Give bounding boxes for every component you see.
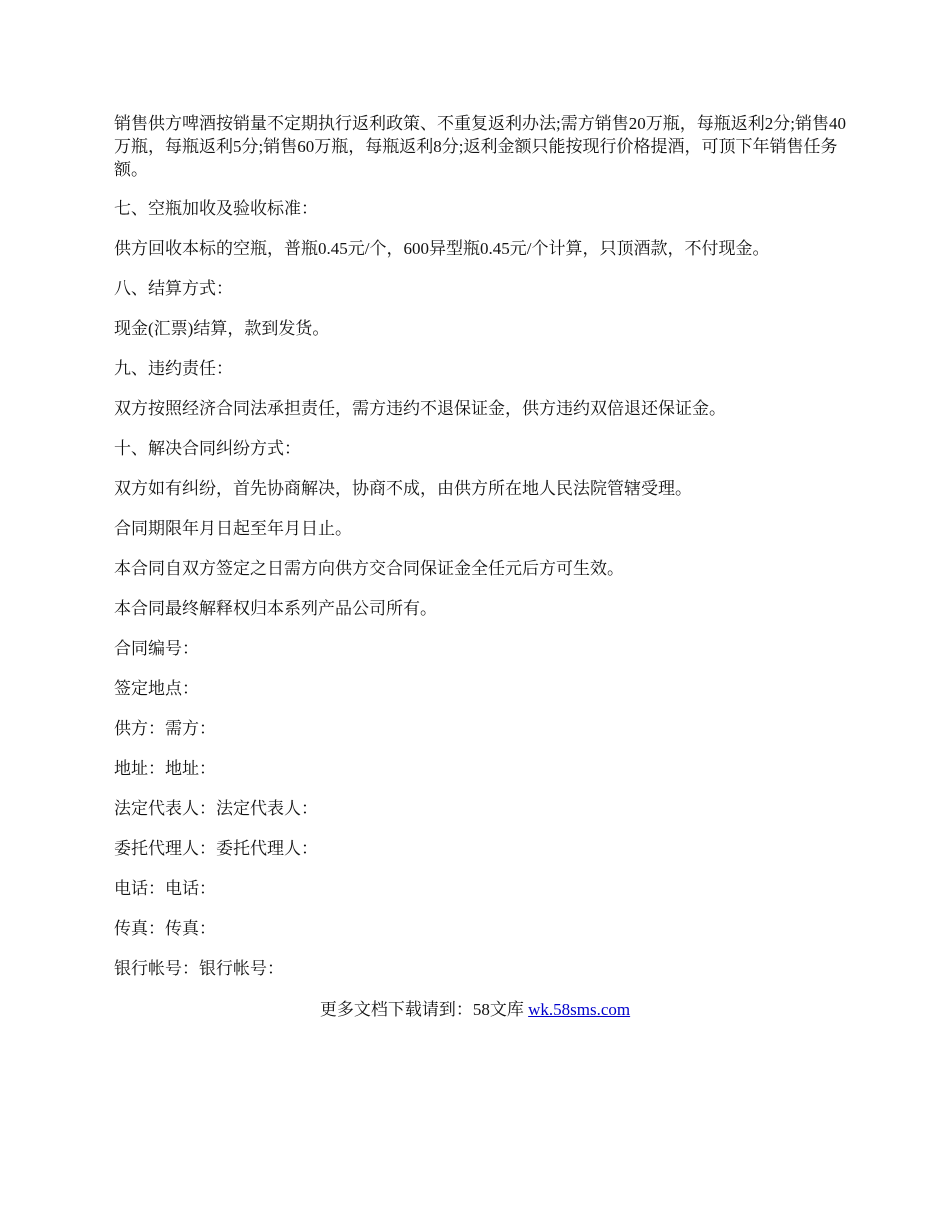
footer-download-note — [0, 998, 950, 1021]
heading-settlement-method: 八、结算方式： — [114, 279, 233, 298]
paragraph-rebate-policy: 销售供方啤酒按销量不定期执行返利政策、不重复返利办法;需方销售20万瓶，每瓶返利2分;销售40万瓶，每瓶返利5分;销售60万瓶，每瓶返利8分;返利金额只能按现行价格提酒，可顶下年销售任务额。 — [114, 114, 846, 179]
heading-breach-liability: 九、违约责任： — [114, 359, 233, 378]
field-fax: 传真：传真： — [114, 919, 216, 938]
field-address: 地址：地址： — [114, 759, 216, 778]
footer-prefix-text: 更多文档下载请到：58文库 — [319, 1000, 529, 1019]
paragraph-breach-liability: 双方按照经济合同法承担责任，需方违约不退保证金，供方违约双倍退还保证金。 — [114, 399, 726, 418]
field-bank-account: 银行帐号：银行帐号： — [114, 959, 284, 978]
field-contract-number: 合同编号： — [114, 639, 199, 658]
paragraph-dispute-resolution: 双方如有纠纷，首先协商解决，协商不成，由供方所在地人民法院管辖受理。 — [114, 479, 692, 498]
heading-empty-bottle-recycling: 七、空瓶加收及验收标准： — [114, 199, 318, 218]
paragraph-contract-effective: 本合同自双方签定之日需方向供方交合同保证金全任元后方可生效。 — [114, 559, 624, 578]
paragraph-interpretation-right: 本合同最终解释权归本系列产品公司所有。 — [114, 599, 437, 618]
footer-site-link[interactable]: wk.58sms.com — [528, 1000, 631, 1019]
field-signing-location: 签定地点： — [114, 679, 199, 698]
heading-dispute-resolution: 十、解决合同纠纷方式： — [114, 439, 301, 458]
field-legal-representative: 法定代表人：法定代表人： — [114, 799, 318, 818]
field-phone: 电话：电话： — [114, 879, 216, 898]
paragraph-bottle-recycling: 供方回收本标的空瓶，普瓶0.45元/个，600异型瓶0.45元/个计算，只顶酒款，不付现金。 — [114, 239, 770, 258]
field-authorized-agent: 委托代理人：委托代理人： — [114, 839, 318, 858]
paragraph-settlement: 现金(汇票)结算，款到发货。 — [114, 319, 330, 338]
field-parties: 供方：需方： — [114, 719, 216, 738]
paragraph-contract-term: 合同期限年月日起至年月日止。 — [114, 519, 352, 538]
document-body — [114, 112, 854, 997]
